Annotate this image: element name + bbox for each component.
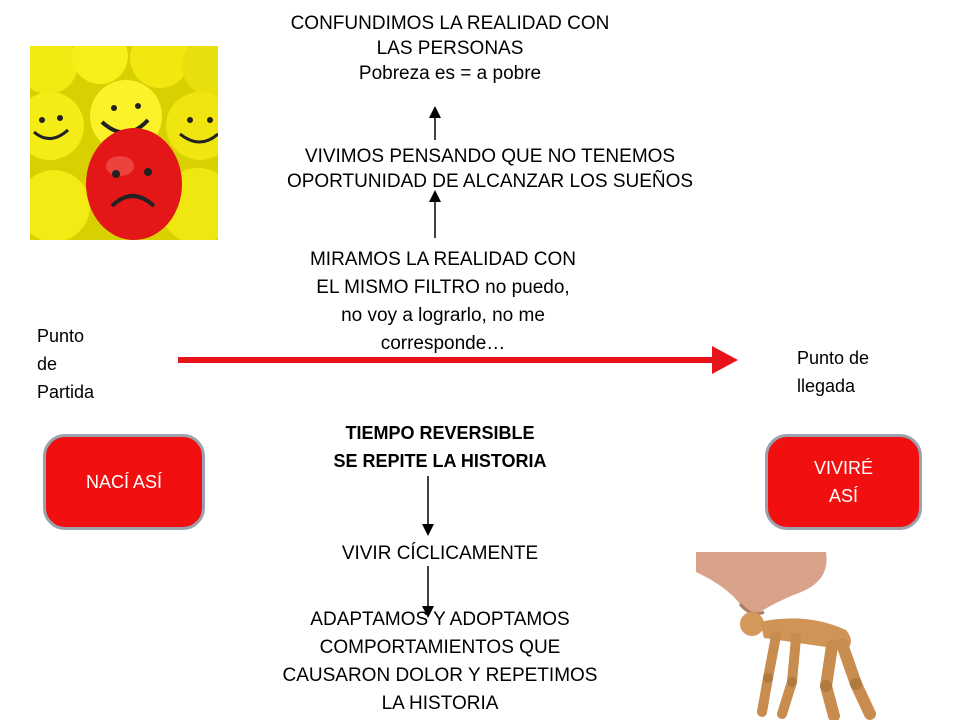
timeline-arrow-head (712, 346, 738, 374)
top-box: CONFUNDIMOS LA REALIDAD CON LAS PERSONAS Pobreza es = a pobre (290, 13, 610, 84)
filter-box: MIRAMOS LA REALIDAD CON EL MISMO FILTRO no puedo, no voy a lograrlo, no me corresponde… (309, 249, 577, 354)
cyclic-label: VIVIR CÍCLICAMENTE (341, 543, 539, 564)
time-title: TIEMPO REVERSIBLE SE REPITE LA HISTORIA (333, 423, 547, 471)
right-label: Punto de llegada (797, 348, 870, 396)
right-button[interactable]: VIVIRÉ ASÍ (765, 434, 922, 530)
left-label: Punto de Partida (37, 326, 95, 402)
adopt-box: ADAPTAMOS Y ADOPTAMOS COMPORTAMIENTOS QUE CAUSARON DOLOR Y REPETIMOS LA HISTORIA (282, 609, 598, 714)
middle-box: VIVIMOS PENSANDO QUE NO TENEMOS OPORTUNIDAD DE ALCANZAR LOS SUEÑOS (286, 146, 694, 192)
left-button[interactable]: NACÍ ASÍ (43, 434, 205, 530)
